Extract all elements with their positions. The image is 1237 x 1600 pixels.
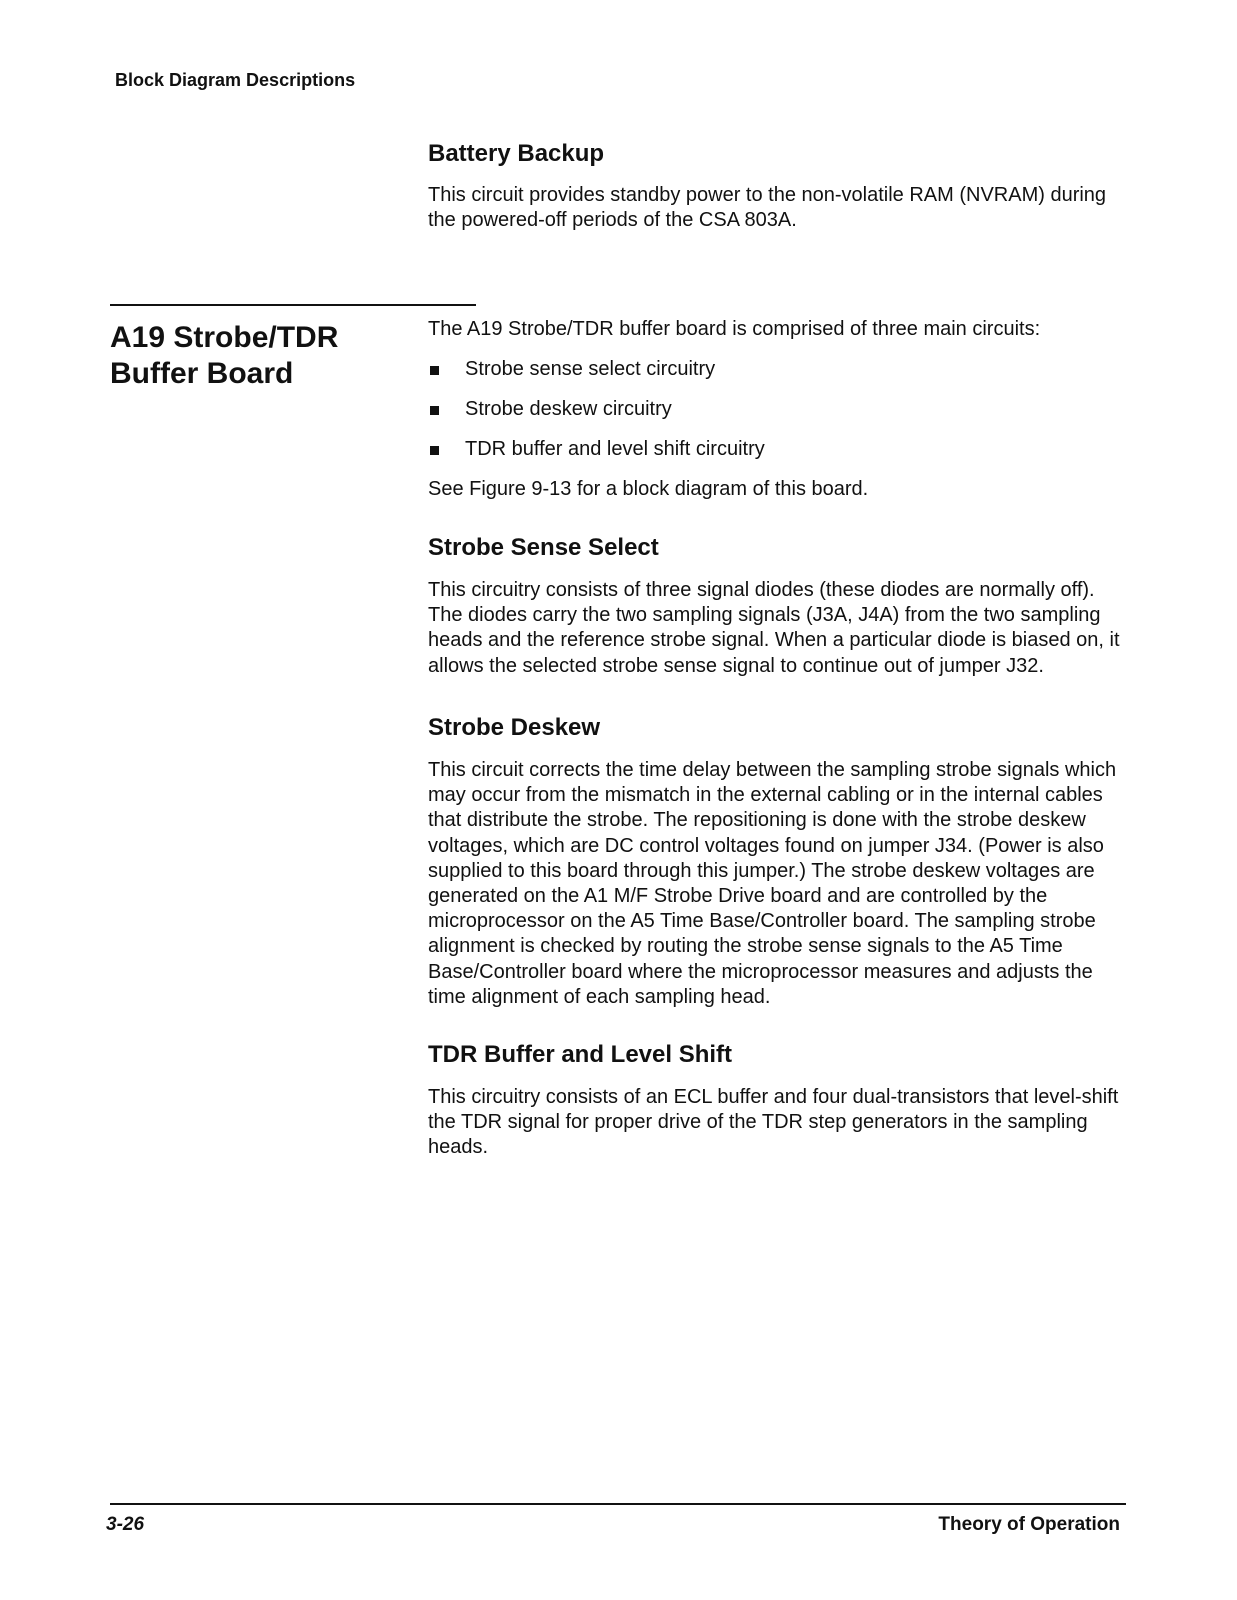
strobe-deskew-body: This circuit corrects the time delay between the sampling strobe signals which may occur from the mismatch in the external cabling or in the internal cables that distribute the strobe. The repositioning is done with the strobe deskew voltages, which are DC control voltages found on jumper J34. (Power is also supplied to this board through this jumper.) The strobe deskew voltages are generated on the A1 M/F Strobe Drive board and are controlled by the microprocessor on the A5 Time Base/Controller board. The sampling strobe alignment is checked by routing the strobe sense signals to the A5 Time Base/Controller board where the microprocessor measures and adjusts the time alignment of each sampling head. bbox=[428, 759, 1117, 1008]
strobe-sense-select-section bbox=[428, 533, 1128, 679]
bullet-square-icon bbox=[430, 366, 439, 375]
page-number: 3-26 bbox=[106, 1514, 145, 1535]
strobe-deskew-section bbox=[428, 713, 1128, 1010]
footer-rule bbox=[110, 1503, 1126, 1505]
a19-intro: The A19 Strobe/TDR buffer board is comprised of three main circuits: bbox=[428, 318, 1041, 340]
a19-section-title: A19 Strobe/TDR Buffer Board bbox=[110, 321, 339, 390]
tdr-buffer-section bbox=[428, 1040, 1128, 1161]
list-item bbox=[428, 397, 1128, 437]
bullet-square-icon bbox=[430, 406, 439, 415]
battery-backup-body: This circuit provides standby power to the non-volatile RAM (NVRAM) during the powered-off periods of the CSA 803A. bbox=[428, 184, 1107, 232]
battery-backup-section bbox=[428, 139, 1128, 233]
bullet-square-icon bbox=[430, 446, 439, 455]
a19-intro-section bbox=[428, 317, 1128, 502]
tdr-buffer-heading: TDR Buffer and Level Shift bbox=[428, 1041, 733, 1068]
a19-see-figure: See Figure 9-13 for a block diagram of this board. bbox=[428, 478, 869, 501]
bullet-text: TDR buffer and level shift circuitry bbox=[465, 438, 765, 461]
list-item bbox=[428, 357, 1128, 397]
tdr-buffer-body: This circuitry consists of an ECL buffer and four dual-transistors that level-shift the TDR signal for proper drive of the TDR step generators in the sampling heads. bbox=[428, 1086, 1119, 1159]
bullet-text: Strobe deskew circuitry bbox=[465, 398, 672, 421]
strobe-deskew-heading: Strobe Deskew bbox=[428, 714, 601, 741]
footer-chapter-title: Theory of Operation bbox=[938, 1514, 1120, 1535]
bullet-text: Strobe sense select circuitry bbox=[465, 358, 716, 381]
a19-bullet-list bbox=[428, 357, 1128, 477]
battery-backup-heading: Battery Backup bbox=[428, 140, 605, 167]
running-head: Block Diagram Descriptions bbox=[115, 70, 356, 90]
list-item bbox=[428, 437, 1128, 477]
strobe-sense-select-heading: Strobe Sense Select bbox=[428, 534, 659, 561]
strobe-sense-select-body: This circuitry consists of three signal diodes (these diodes are normally off). The diodes carry the two sampling signals (J3A, J4A) from the two sampling heads and the reference strobe signal. When a particular diode is biased on, it allows the selected strobe sense signal to continue out of jumper J32. bbox=[428, 579, 1120, 677]
section-rule bbox=[110, 304, 476, 306]
